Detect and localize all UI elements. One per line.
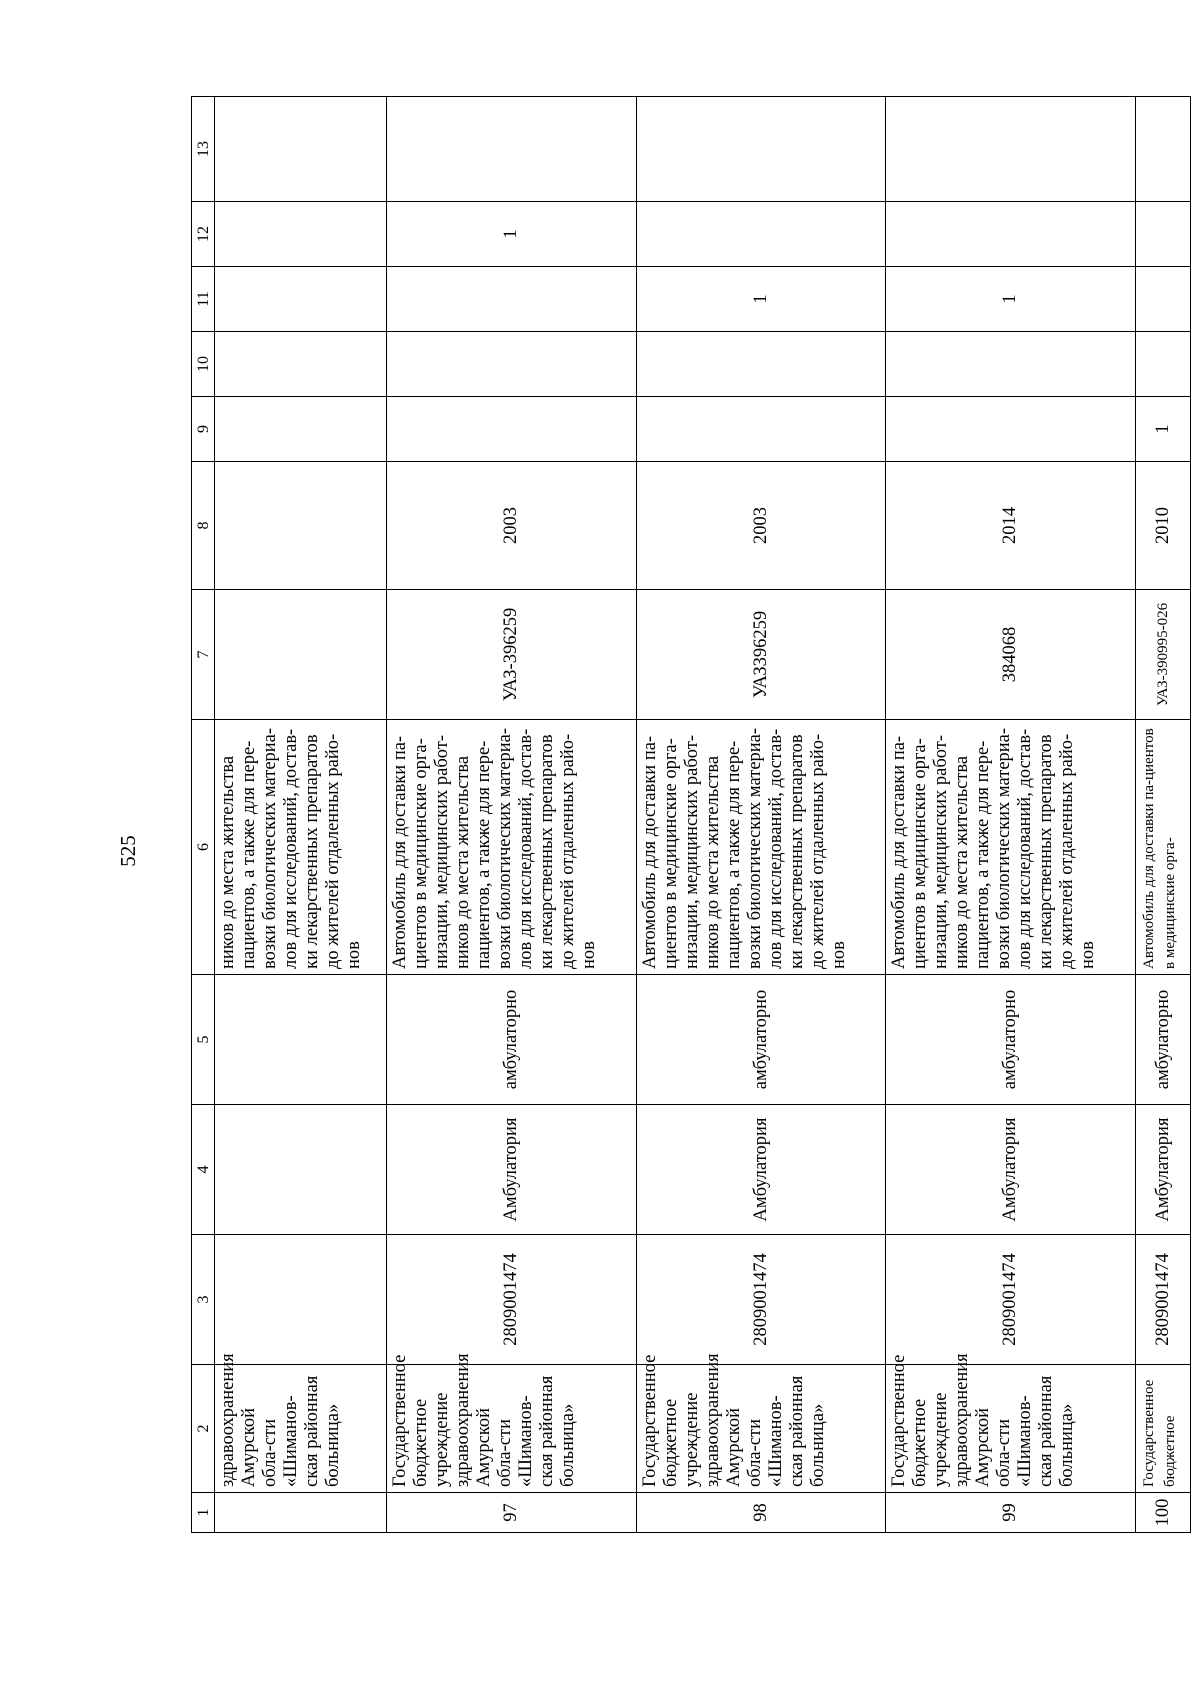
care-form: амбулаторно [636, 975, 886, 1105]
column-13 [215, 97, 387, 202]
inn [215, 1235, 387, 1365]
unit-type: Амбулатория [636, 1105, 886, 1235]
page-number: 525 [116, 835, 140, 867]
table-row [1136, 97, 1191, 1533]
column-13 [886, 97, 1136, 202]
inn: 2809001474 [886, 1235, 1136, 1365]
header-cell-8: 8 [192, 462, 215, 590]
care-form [215, 975, 387, 1105]
organization-name: Государственное бюджетное учреждение здравоохранения Амурской обла-сти «Шиманов-ская районная больница» [386, 1365, 636, 1493]
row-number: 100 [1136, 1493, 1191, 1533]
unit-type: Амбулатория [386, 1105, 636, 1235]
column-13 [636, 97, 886, 202]
column-9 [215, 397, 387, 462]
row-number: 98 [636, 1493, 886, 1533]
table-row [886, 97, 1136, 1533]
column-9: 1 [1136, 397, 1191, 462]
column-12 [1136, 202, 1191, 267]
inn: 2809001474 [386, 1235, 636, 1365]
header-cell-3: 3 [192, 1235, 215, 1365]
care-form: амбулаторно [886, 975, 1136, 1105]
table-row [636, 97, 886, 1533]
manufacture-year: 2003 [386, 462, 636, 590]
column-12 [215, 202, 387, 267]
column-9 [886, 397, 1136, 462]
column-13 [386, 97, 636, 202]
inn: 2809001474 [636, 1235, 886, 1365]
organization-name: Государственное бюджетное учреждение здравоохранения Амурской обла-сти «Шиманов-ская районная больница» [886, 1365, 1136, 1493]
organization-name: здравоохранения Амурской обла-сти «Шиманов-ская районная больница» [215, 1365, 387, 1493]
header-cell-5: 5 [192, 975, 215, 1105]
row-number: 97 [386, 1493, 636, 1533]
manufacture-year: 2003 [636, 462, 886, 590]
care-form: амбулаторно [386, 975, 636, 1105]
header-cell-6: 6 [192, 720, 215, 975]
care-form: амбулаторно [1136, 975, 1191, 1105]
table-row [386, 97, 636, 1533]
column-9 [386, 397, 636, 462]
header-cell-2: 2 [192, 1365, 215, 1493]
row-number [215, 1493, 387, 1533]
manufacture-year: 2014 [886, 462, 1136, 590]
vehicle-table [191, 96, 1191, 1533]
manufacture-year: 2010 [1136, 462, 1191, 590]
vehicle-model [215, 590, 387, 720]
vehicle-model: УАЗ-396259 [386, 590, 636, 720]
vehicle-purpose: Автомобиль для доставки па-циентов в медицинские орга-низации, медицинских работ-ников до места жительства пациентов, а также для пере-возки биологических материа-лов для исследований, достав-ки лекарственных препаратов до жителей отдаленных райо-нов [636, 720, 886, 975]
vehicle-model: УАЗ396259 [636, 590, 886, 720]
row-number: 99 [886, 1493, 1136, 1533]
organization-name: Государственное бюджетное учреждение здравоохранения Амурской обла-сти «Шиманов-ская районная больница» [636, 1365, 886, 1493]
column-11 [386, 267, 636, 332]
vehicle-purpose: ников до места жительства пациентов, а также для пере-возки биологических материа-лов для исследований, достав-ки лекарственных препаратов до жителей отдаленных райо-нов [215, 720, 387, 975]
table-row [215, 97, 387, 1533]
inn: 2809001474 [1136, 1235, 1191, 1365]
header-cell-7: 7 [192, 590, 215, 720]
vehicle-model: УАЗ-390995-026 [1136, 590, 1191, 720]
column-12 [636, 202, 886, 267]
unit-type: Амбулатория [1136, 1105, 1191, 1235]
column-12 [886, 202, 1136, 267]
header-cell-11: 11 [192, 267, 215, 332]
vehicle-purpose: Автомобиль для доставки па-циентов в медицинские орга- [1136, 720, 1191, 975]
header-cell-4: 4 [192, 1105, 215, 1235]
header-row [192, 97, 215, 1533]
header-cell-9: 9 [192, 397, 215, 462]
column-11: 1 [886, 267, 1136, 332]
vehicle-purpose: Автомобиль для доставки па-циентов в медицинские орга-низации, медицинских работ-ников до места жительства пациентов, а также для пере-возки биологических материа-лов для исследований, достав-ки лекарственных препаратов до жителей отдаленных райо-нов [886, 720, 1136, 975]
column-10 [1136, 332, 1191, 397]
unit-type: Амбулатория [886, 1105, 1136, 1235]
column-11: 1 [636, 267, 886, 332]
header-cell-10: 10 [192, 332, 215, 397]
column-9 [636, 397, 886, 462]
unit-type [215, 1105, 387, 1235]
vehicle-table-container [191, 97, 1191, 1533]
column-11 [215, 267, 387, 332]
header-cell-13: 13 [192, 97, 215, 202]
column-10 [636, 332, 886, 397]
header-cell-1: 1 [192, 1493, 215, 1533]
vehicle-purpose: Автомобиль для доставки па-циентов в медицинские орга-низации, медицинских работ-ников до места жительства пациентов, а также для пере-возки биологических материа-лов для исследований, достав-ки лекарственных препаратов до жителей отдаленных райо-нов [386, 720, 636, 975]
column-11 [1136, 267, 1191, 332]
column-13 [1136, 97, 1191, 202]
organization-name: Государственное бюджетное [1136, 1365, 1191, 1493]
column-10 [386, 332, 636, 397]
header-cell-12: 12 [192, 202, 215, 267]
column-10 [886, 332, 1136, 397]
column-12: 1 [386, 202, 636, 267]
column-10 [215, 332, 387, 397]
vehicle-model: 384068 [886, 590, 1136, 720]
manufacture-year [215, 462, 387, 590]
